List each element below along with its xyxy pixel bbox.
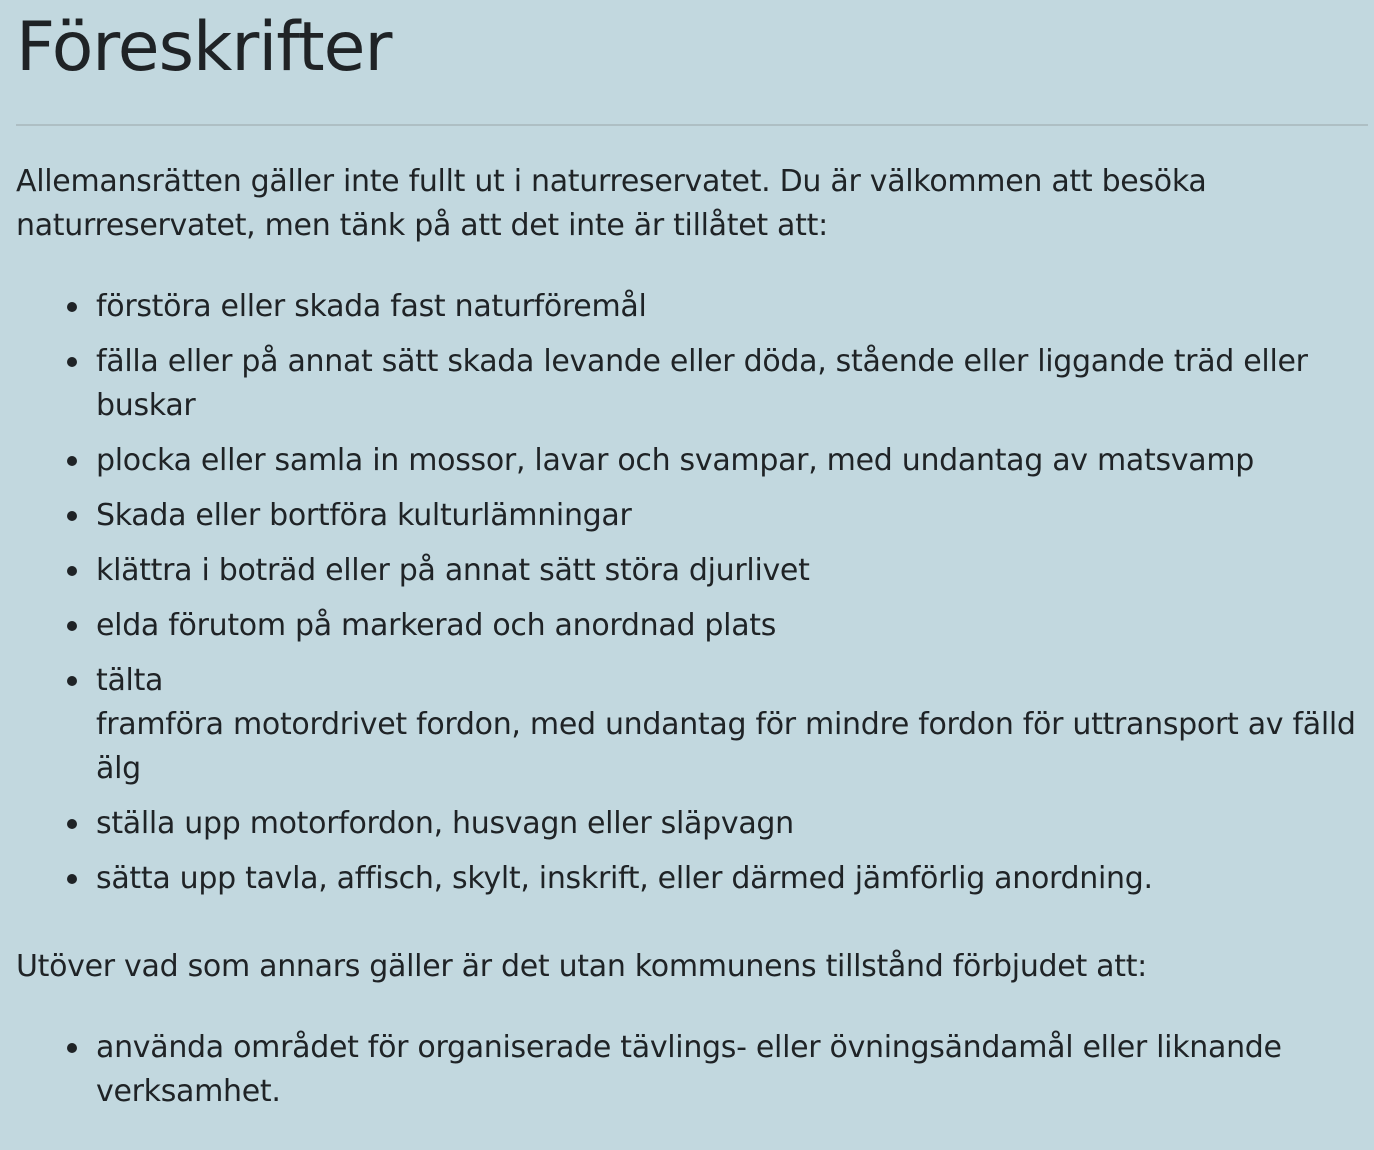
permit-required-list — [16, 1026, 1368, 1114]
list-item — [16, 439, 1368, 483]
bullet-icon — [67, 566, 77, 576]
list-item — [16, 1026, 1368, 1114]
page-title: Föreskrifter — [16, 8, 392, 87]
bullet-icon — [67, 511, 77, 521]
list-item-text: ställa upp motorfordon, husvagn eller släpvagn — [96, 806, 794, 841]
list-item — [16, 604, 1368, 648]
prohibited-list — [16, 285, 1368, 901]
title-divider — [16, 124, 1368, 126]
intro-paragraph: Allemansrätten gäller inte fullt ut i naturreservatet. Du är välkommen att besöka naturreservatet, men tänk på att det inte är tillåtet att: — [16, 164, 1207, 243]
list-item-text: förstöra eller skada fast naturföremål — [96, 289, 647, 324]
list-item — [16, 549, 1368, 593]
bullet-icon — [67, 1043, 77, 1053]
permit-intro-paragraph: Utöver vad som annars gäller är det utan kommunens tillstånd förbjudet att: — [16, 949, 1147, 984]
list-item — [16, 494, 1368, 538]
bullet-icon — [67, 621, 77, 631]
list-item-text: elda förutom på markerad och anordnad plats — [96, 608, 777, 643]
list-item-text: plocka eller samla in mossor, lavar och svampar, med undantag av matsvamp — [96, 443, 1255, 478]
list-item-text: sätta upp tavla, affisch, skylt, inskrift, eller därmed jämförlig anordning. — [96, 861, 1153, 896]
list-item-extra-line: framföra motordrivet fordon, med undantag för mindre fordon för uttransport av fälld älg — [96, 707, 1356, 786]
bullet-icon — [67, 456, 77, 466]
list-item-text: klättra i boträd eller på annat sätt störa djurlivet — [96, 553, 810, 588]
bullet-icon — [67, 302, 77, 312]
list-item — [16, 285, 1368, 329]
bullet-icon — [67, 874, 77, 884]
list-item — [16, 659, 1368, 791]
list-item — [16, 802, 1368, 846]
regulations-section — [16, 0, 1368, 1114]
list-item — [16, 340, 1368, 428]
list-item-text: fälla eller på annat sätt skada levande eller döda, stående eller liggande träd eller buskar — [96, 344, 1308, 423]
bullet-icon — [67, 676, 77, 686]
list-item-text: använda området för organiserade tävlings- eller övningsändamål eller liknande verksamhet. — [96, 1030, 1282, 1109]
list-item-text: tälta — [96, 663, 164, 698]
bullet-icon — [67, 819, 77, 829]
bullet-icon — [67, 357, 77, 367]
list-item-text: Skada eller bortföra kulturlämningar — [96, 498, 632, 533]
list-item — [16, 857, 1368, 901]
